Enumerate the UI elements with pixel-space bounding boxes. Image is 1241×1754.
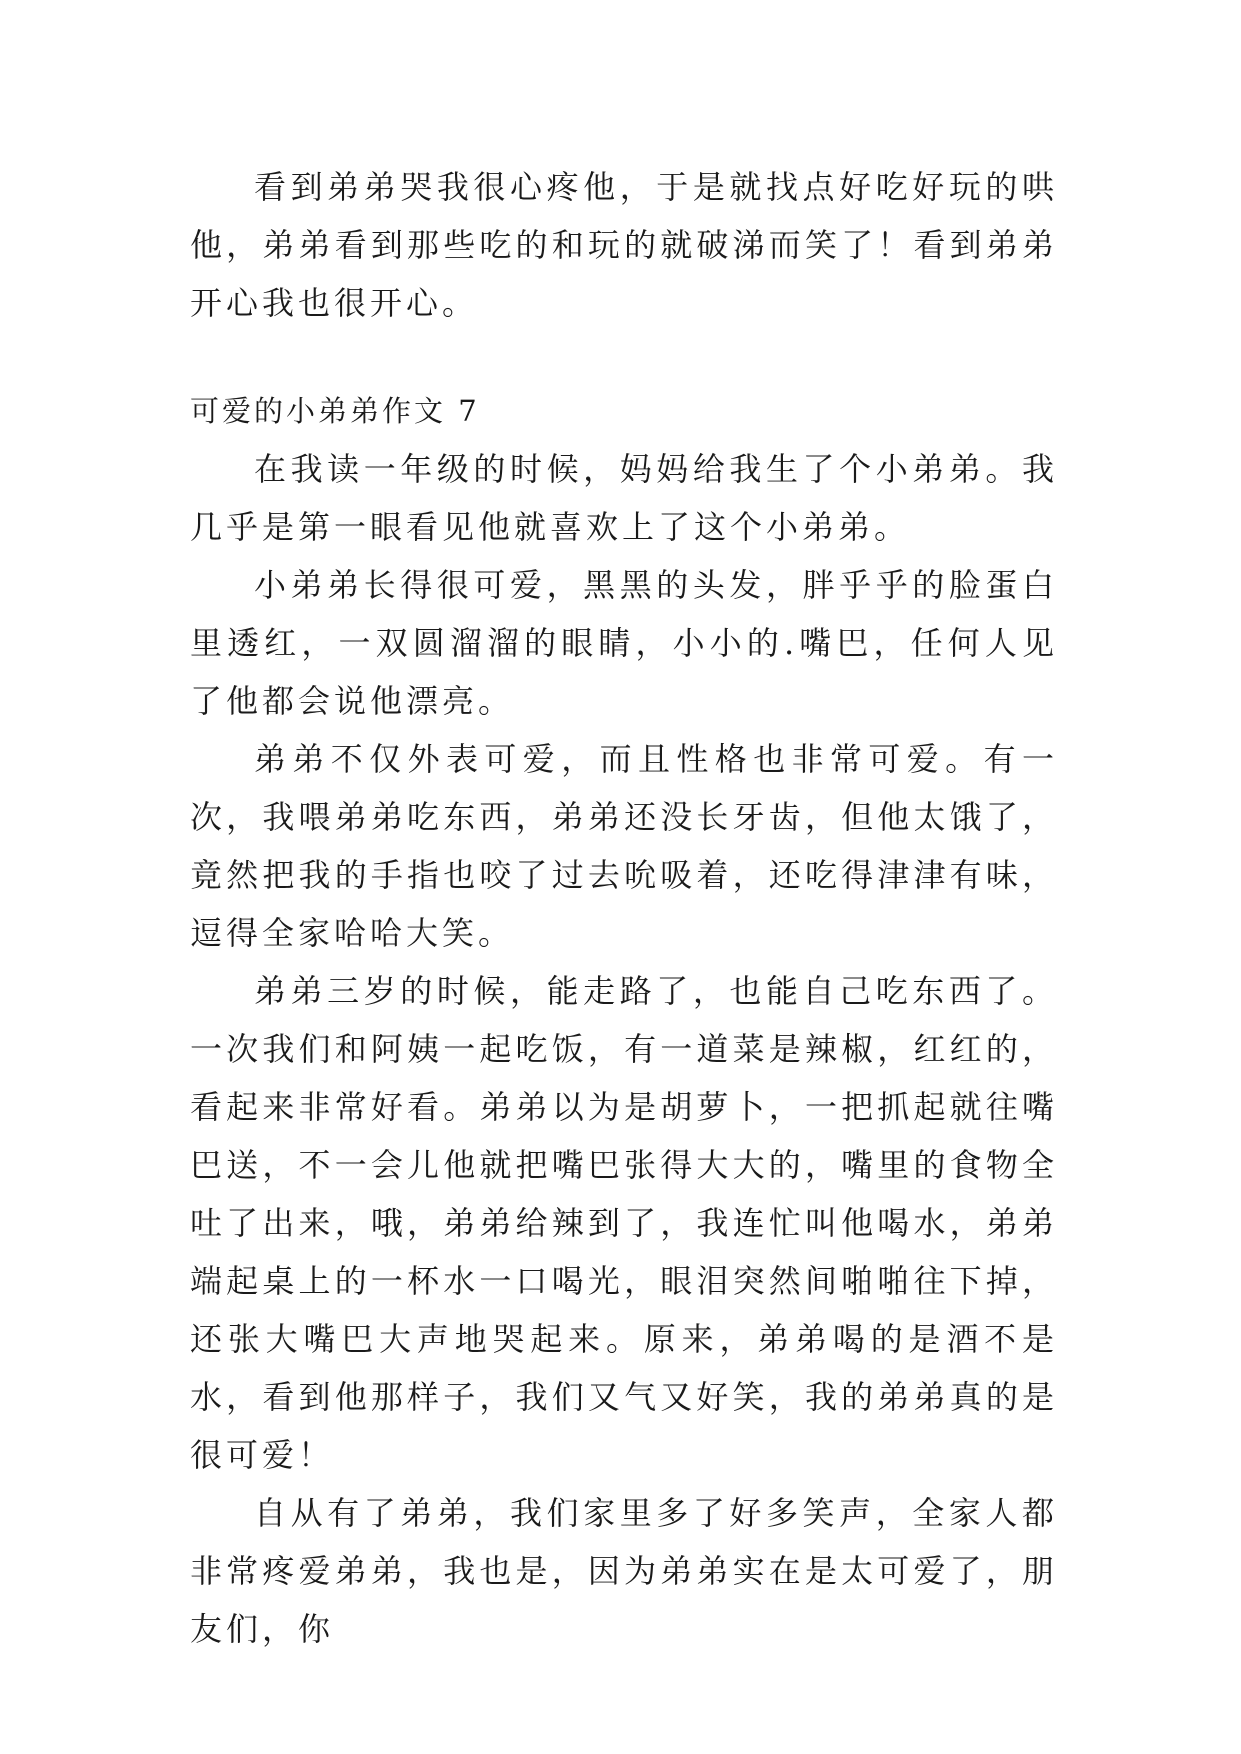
document-body	[190, 158, 1058, 1658]
paragraph: 在我读一年级的时候，妈妈给我生了个小弟弟。我几乎是第一眼看见他就喜欢上了这个小弟弟。	[190, 450, 1058, 546]
paragraph: 自从有了弟弟，我们家里多了好多笑声，全家人都非常疼爱弟弟，我也是，因为弟弟实在是太可爱了，朋友们，你	[190, 1494, 1058, 1648]
intro-paragraph: 看到弟弟哭我很心疼他，于是就找点好吃好玩的哄他，弟弟看到那些吃的和玩的就破涕而笑了！看到弟弟开心我也很开心。	[190, 168, 1058, 322]
section-title: 可爱的小弟弟作文 7	[190, 394, 480, 428]
paragraph: 弟弟不仅外表可爱，而且性格也非常可爱。有一次，我喂弟弟吃东西，弟弟还没长牙齿，但他太饿了，竟然把我的手指也咬了过去吮吸着，还吃得津津有味，逗得全家哈哈大笑。	[190, 740, 1058, 952]
section-gap	[190, 332, 1058, 382]
paragraph: 小弟弟长得很可爱，黑黑的头发，胖乎乎的脸蛋白里透红，一双圆溜溜的眼睛，小小的.嘴巴，任何人见了他都会说他漂亮。	[190, 566, 1058, 720]
paragraph: 弟弟三岁的时候，能走路了，也能自己吃东西了。一次我们和阿姨一起吃饭，有一道菜是辣椒，红红的，看起来非常好看。弟弟以为是胡萝卜，一把抓起就往嘴巴送，不一会儿他就把嘴巴张得大大的，嘴里的食物全吐了出来，哦，弟弟给辣到了，我连忙叫他喝水，弟弟端起桌上的一杯水一口喝光，眼泪突然间啪啪往下掉，还张大嘴巴大声地哭起来。原来，弟弟喝的是酒不是水，看到他那样子，我们又气又好笑，我的弟弟真的是很可爱！	[190, 972, 1058, 1474]
